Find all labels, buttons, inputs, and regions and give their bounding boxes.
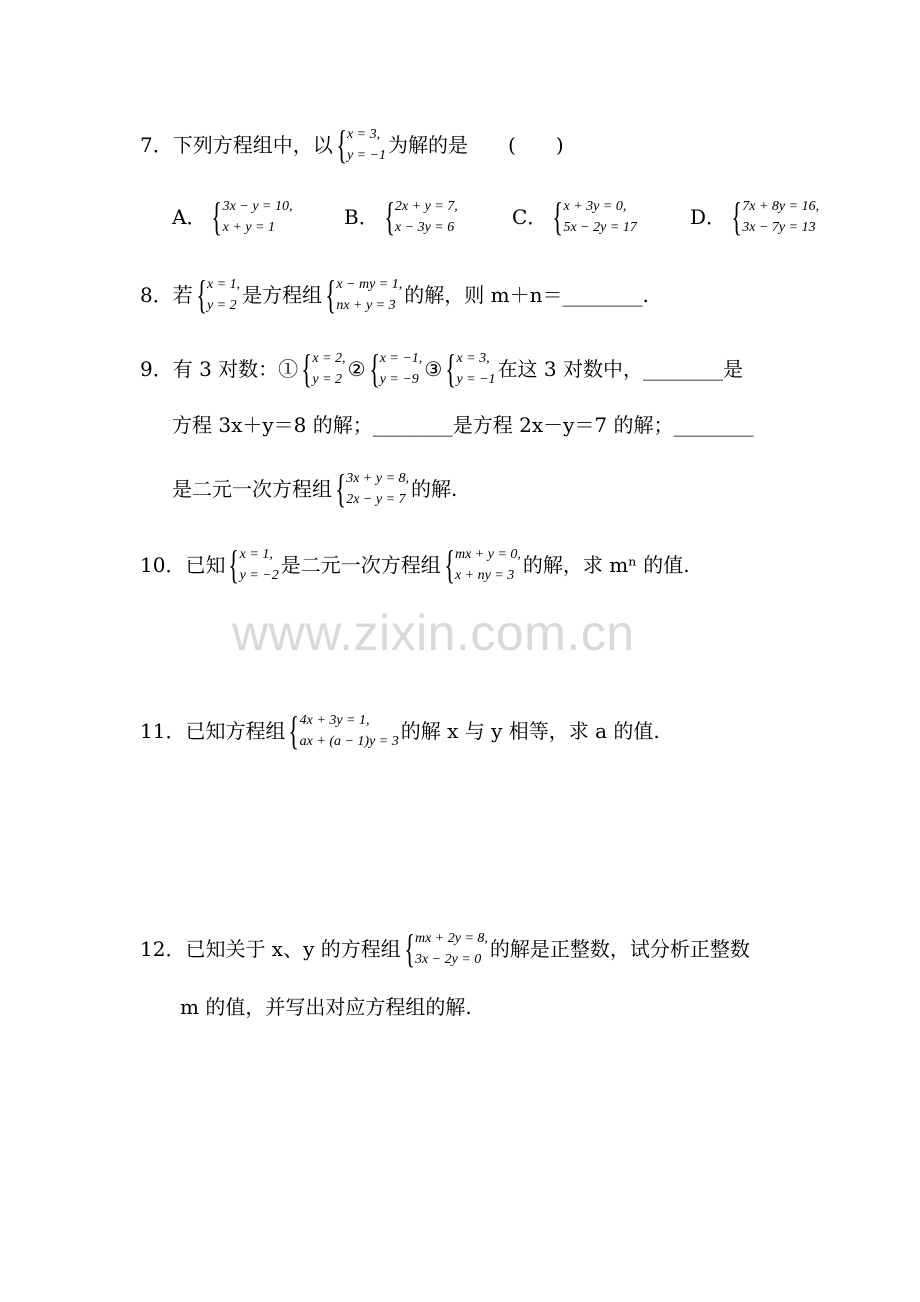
brace-icon: { xyxy=(368,346,380,391)
brace-icon: { xyxy=(228,542,240,587)
brace-icon: { xyxy=(384,194,395,239)
q7-answer-paren: ( ) xyxy=(508,133,564,157)
q7-text-after: 为解的是 xyxy=(388,133,469,157)
brace-icon: { xyxy=(325,272,336,317)
brace-icon: { xyxy=(336,122,347,167)
q8-equation-system: { x − my = 1, nx + y = 3 xyxy=(325,272,403,317)
q8-solution-system: { x = 1, y = 2 xyxy=(196,272,241,317)
brace-icon: { xyxy=(445,346,457,391)
brace-icon: { xyxy=(404,926,415,971)
q7-solution-system: { x = 3, y = −1 xyxy=(336,122,387,167)
question-8: 8． 若 { x = 1, y = 2 是方程组 { x − my = 1, nx + y = 3 的解，则 m＋n＝________. xyxy=(140,272,649,317)
q9-line-2: 方程 3x＋y＝8 的解；________是方程 2x－y＝7 的解；________ xyxy=(172,413,754,437)
q9-number: 9． xyxy=(140,357,173,381)
brace-icon: { xyxy=(288,708,300,753)
brace-icon: { xyxy=(731,194,742,239)
q9-pair-1: { x = 2, y = 2 xyxy=(301,346,346,391)
question-7 xyxy=(140,124,564,166)
question-10: 10． 已知 { x = 1, y = −2 是二元一次方程组 { mx + y = 0, x + ny = 3 的解，求 mⁿ 的值. xyxy=(140,542,690,587)
q7-text-before: 下列方程组中，以 xyxy=(172,133,333,157)
q9-line-3: 是二元一次方程组 { 3x + y = 8, 2x − y = 7 的解. xyxy=(172,466,458,511)
brace-icon: { xyxy=(444,542,455,587)
q7-option-a: A． { 3x − y = 10, x + y = 1 xyxy=(172,194,293,239)
watermark: www.zixin.com.cn xyxy=(232,605,635,661)
q7-option-b: B． { 2x + y = 7, x − 3y = 6 xyxy=(344,194,458,239)
brace-icon: { xyxy=(196,272,207,317)
q7-option-c: C． { x + 3y = 0, 5x − 2y = 17 xyxy=(512,194,637,239)
q10-solution-system: { x = 1, y = −2 xyxy=(228,542,279,587)
brace-icon: { xyxy=(301,346,313,391)
q7-number: 7． xyxy=(140,133,173,157)
q11-number: 11． xyxy=(140,719,186,743)
q11-equation-system: { 4x + 3y = 1, ax + (a − 1)y = 3 xyxy=(288,708,399,753)
q9-pair-3: { x = 3, y = −1 xyxy=(445,346,496,391)
question-12: 12． 已知关于 x、y 的方程组 { mx + 2y = 8, 3x − 2y = 0 的解是正整数，试分析正整数 xyxy=(140,926,750,971)
q10-equation-system: { mx + y = 0, x + ny = 3 xyxy=(444,542,521,587)
q7-option-d: D． { 7x + 8y = 16, 3x − 7y = 13 xyxy=(690,194,820,239)
q9-system: { 3x + y = 8, 2x − y = 7 xyxy=(335,466,410,511)
q9-pair-2: { x = −1, y = −9 xyxy=(368,346,423,391)
brace-icon: { xyxy=(335,466,346,511)
brace-icon: { xyxy=(552,194,564,239)
question-9: 9． 有 3 对数：① { x = 2, y = 2 ② { x = −1, y = −9 ③ { x = 3, y = −1 在这 3 对数中，________是 xyxy=(140,346,744,391)
brace-icon: { xyxy=(211,194,223,239)
q12-line-2: m 的值，并写出对应方程组的解. xyxy=(180,995,472,1019)
question-11: 11． 已知方程组 { 4x + 3y = 1, ax + (a − 1)y = 3 的解 x 与 y 相等，求 a 的值. xyxy=(140,708,660,753)
q8-number: 8． xyxy=(140,283,173,307)
q10-number: 10． xyxy=(140,553,186,577)
q12-equation-system: { mx + 2y = 8, 3x − 2y = 0 xyxy=(404,926,488,971)
q12-number: 12． xyxy=(140,937,186,961)
